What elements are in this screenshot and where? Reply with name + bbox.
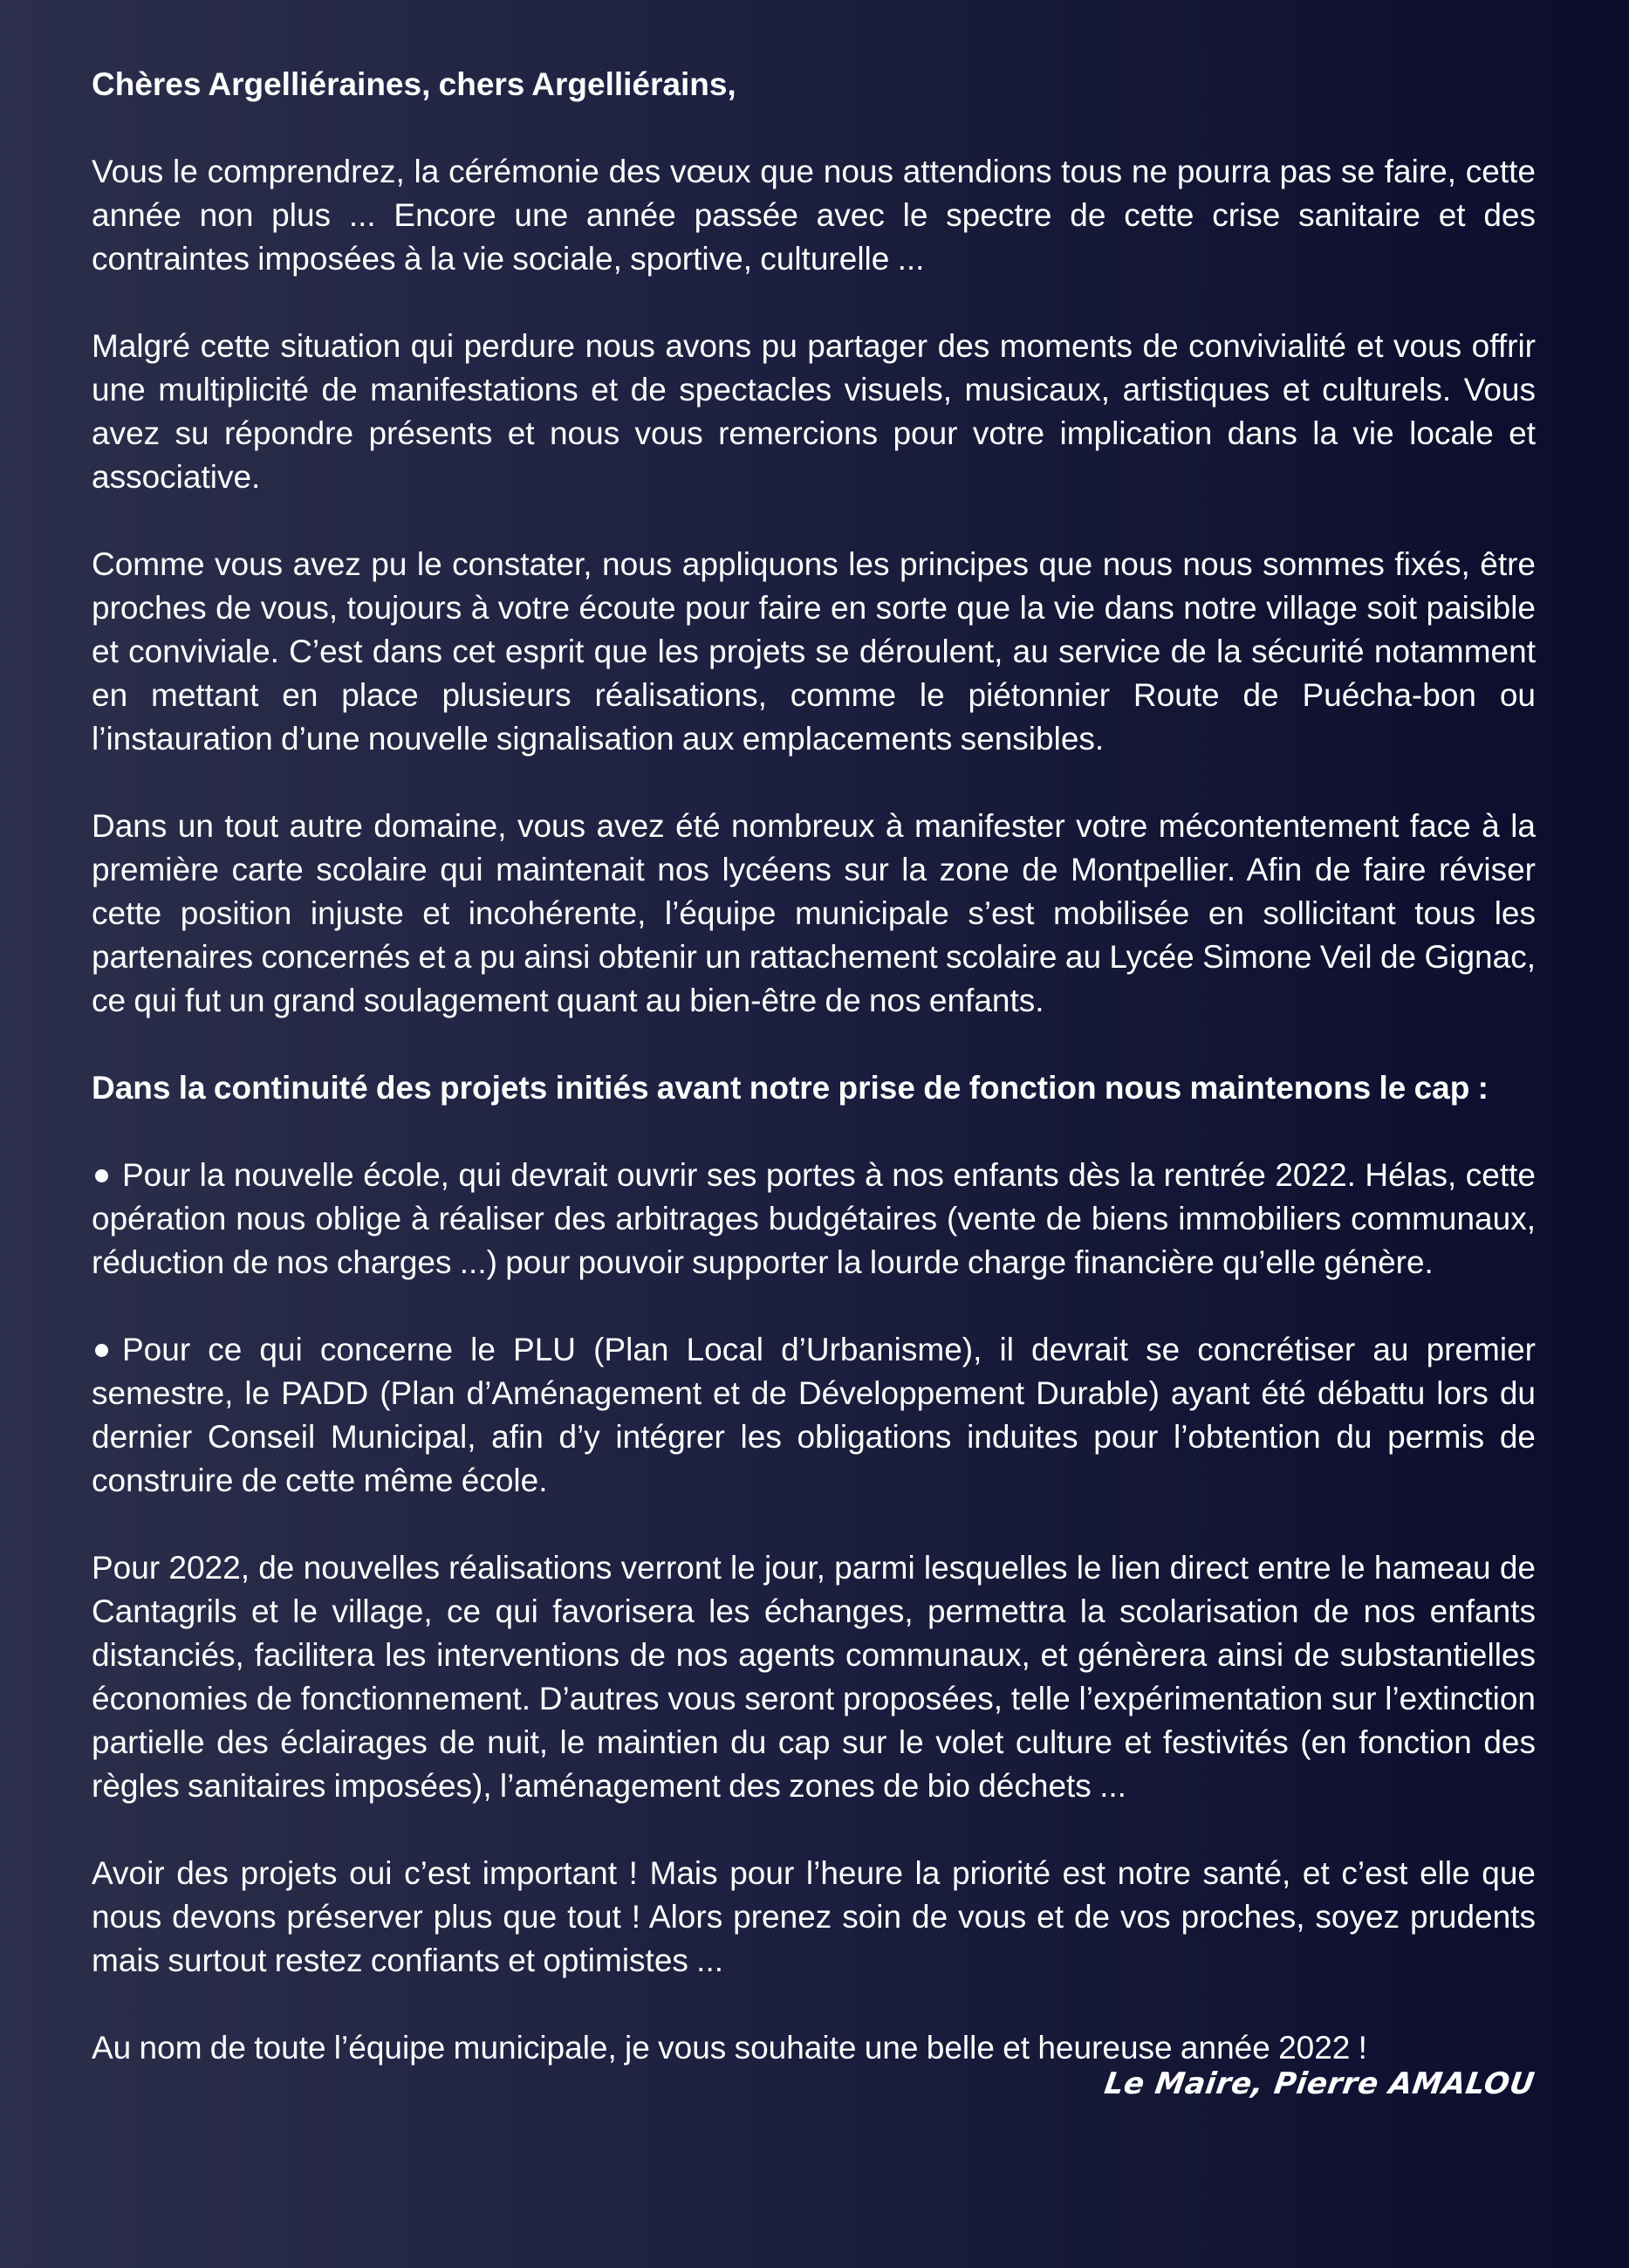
list-item-plu xyxy=(92,1328,1536,1503)
projects-list xyxy=(92,1154,1536,1503)
projects-heading: Dans la continuité des projets initiés avant notre prise de fonction nous maintenons le cap : xyxy=(92,1070,1489,1106)
paragraph-health: Avoir des projets oui c’est important ! Mais pour l’heure la priorité est notre santé, et c’est elle que nous devons préserver plus que tout ! Alors prenez soin de vous et de vos proches, soyez prudents mais surtout restez confiants et optimistes ... xyxy=(92,1855,1536,1978)
letter-body xyxy=(92,63,1536,2114)
paragraph-conviviality: Malgré cette situation qui perdure nous avons pu partager des moments de convivialité et vous offrir une multiplicité de manifestations et de spectacles visuels, musicaux, artistiques et culturels. Vous avez su répondre présents et nous vous remercions pour votre implication dans la vie locale et associative. xyxy=(92,328,1536,495)
mayor-signature: Le Maire, Pierre AMALOU xyxy=(1102,2066,1537,2101)
paragraph-2022-projects: Pour 2022, de nouvelles réalisations verront le jour, parmi lesquelles le lien direct entre le hameau de Cantagrils et le village, ce qui favorisera les échanges, permettra la scolarisation de nos enfants distanciés, facilitera les interventions de nos agents communaux, et génèrera ainsi de substantielles économies de fonctionnement. D’autres vous seront proposées, telle l’expérimentation sur l’extinction partielle des éclairages de nuit, le maintien du cap sur le volet culture et festivités (en fonction des règles sanitaires imposées), l’aménagement des zones de bio déchets ... xyxy=(92,1550,1536,1804)
bullet-icon xyxy=(95,1344,108,1357)
paragraph-principles: Comme vous avez pu le constater, nous appliquons les principes que nous nous sommes fixés, être proches de vous, toujours à votre écoute pour faire en sorte que la vie dans notre village soit paisible et conviviale. C’est dans cet esprit que les projets se déroulent, au service de la sécurité notamment en mettant en place plusieurs réalisations, comme le piétonnier Route de Puécha-bon ou l’instauration d’une nouvelle signalisation aux emplacements sensibles. xyxy=(92,546,1536,757)
list-item-school xyxy=(92,1154,1536,1285)
paragraph-wishes: Au nom de toute l’équipe municipale, je vous souhaite une belle et heureuse année 2022 ! xyxy=(92,2030,1367,2066)
paragraph-ceremony: Vous le comprendrez, la cérémonie des vœux que nous attendions tous ne pourra pas se faire, cette année non plus ... Encore une année passée avec le spectre de cette crise sanitaire et des contraintes imposées à la vie sociale, sportive, culturelle ... xyxy=(92,154,1536,277)
paragraph-school-map: Dans un tout autre domaine, vous avez été nombreux à manifester votre mécontentement face à la première carte scolaire qui maintenait nos lycéens sur la zone de Montpellier. Afin de faire réviser cette position injuste et incohérente, l’équipe municipale s’est mobilisée en sollicitant tous les partenaires concernés et a pu ainsi obtenir un rattachement scolaire au Lycée Simone Veil de Gignac, ce qui fut un grand soulagement quant au bien-être de nos enfants. xyxy=(92,808,1536,1018)
salutation: Chères Argelliéraines, chers Argelliérains, xyxy=(92,66,736,102)
list-item-text: Pour la nouvelle école, qui devrait ouvrir ses portes à nos enfants dès la rentrée 2022. Hélas, cette opération nous oblige à réaliser des arbitrages budgétaires (vente de biens immobiliers communaux, réduction de nos charges ...) pour pouvoir supporter la lourde charge financière qu’elle génère. xyxy=(92,1157,1536,1280)
bullet-icon xyxy=(95,1169,108,1182)
list-item-text: Pour ce qui concerne le PLU (Plan Local d’Urbanisme), il devrait se concrétiser au premier semestre, le PADD (Plan d’Aménagement et de Développement Durable) ayant été débattu lors du dernier Conseil Municipal, afin d’y intégrer les obligations induites pour l’obtention du permis de construire de cette même école. xyxy=(92,1332,1536,1498)
